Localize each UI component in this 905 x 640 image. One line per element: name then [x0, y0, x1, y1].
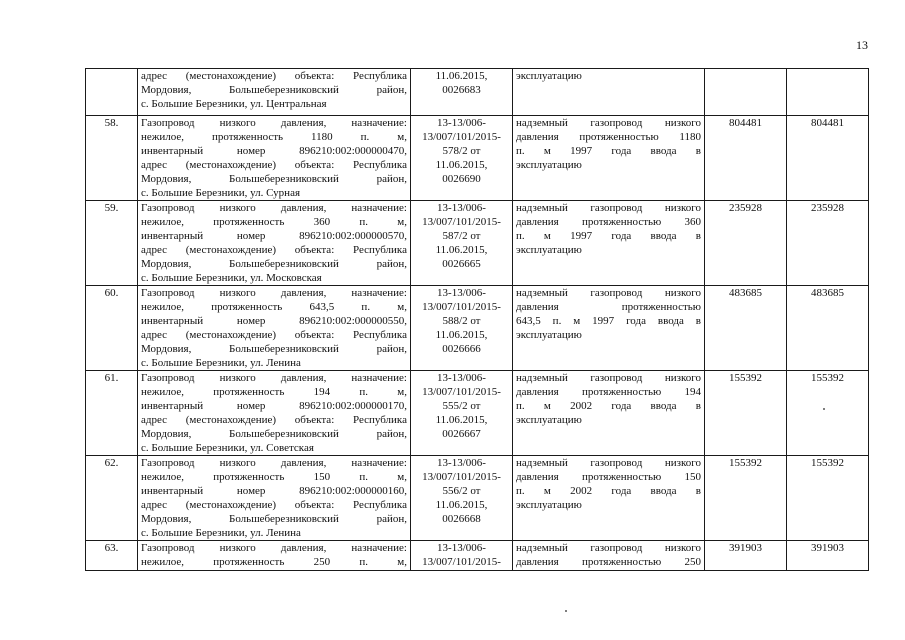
description-line: Газопровод низкого давления, назначение:: [141, 287, 407, 299]
description-line: инвентарный номер 896210:002:000000570,: [141, 230, 407, 242]
description-line: Газопровод низкого давления, назначение:: [141, 542, 407, 554]
characteristics-line: эксплуатацию: [516, 499, 582, 511]
description-line: адрес (местонахождение) объекта: Республика: [141, 499, 407, 511]
description-line: Газопровод низкого давления, назначение:: [141, 457, 407, 469]
registration-line: 0026665: [442, 258, 481, 270]
object-description-cell: [138, 201, 411, 286]
registration-line: 0026683: [442, 84, 481, 96]
registration-cell: [411, 116, 513, 201]
registration-line: 13-13/006-: [437, 457, 486, 469]
registration-line: 13/007/101/2015-: [422, 216, 501, 228]
registration-line: 0026668: [442, 513, 481, 525]
characteristics-line: надземный газопровод низкого: [516, 457, 701, 469]
characteristics-line: надземный газопровод низкого: [516, 202, 701, 214]
registration-line: 588/2 от: [442, 315, 481, 327]
characteristics-line: п. м 2002 года ввода в: [516, 400, 701, 412]
value-cell-2: 483685: [787, 286, 869, 371]
characteristics-cell: [513, 456, 705, 541]
characteristics-cell: [513, 286, 705, 371]
row-number-cell: 63.: [86, 541, 138, 571]
row-number-cell: 58.: [86, 116, 138, 201]
characteristics-cell: [513, 201, 705, 286]
registration-line: 587/2 от: [442, 230, 481, 242]
table-row: [86, 541, 869, 571]
characteristics-line: эксплуатацию: [516, 329, 582, 341]
table-row-continuation: [86, 69, 869, 116]
registration-line: 11.06.2015,: [435, 499, 488, 511]
description-line: нежилое, протяженность 250 п. м,: [141, 556, 407, 568]
value-cell-2: [787, 69, 869, 116]
description-line: Газопровод низкого давления, назначение:: [141, 372, 407, 384]
value-cell-2: 804481: [787, 116, 869, 201]
description-line: с. Большие Березники, ул. Сурная: [141, 187, 301, 199]
registration-line: 555/2 от: [442, 400, 481, 412]
characteristics-line: п. м 1997 года ввода в: [516, 230, 701, 242]
characteristics-line: надземный газопровод низкого: [516, 287, 701, 299]
description-line: с. Большие Березники, ул. Центральная: [141, 98, 327, 110]
registration-line: 0026667: [442, 428, 481, 440]
object-description-cell: [138, 116, 411, 201]
description-line: адрес (местонахождение) объекта: Республика: [141, 244, 407, 256]
registration-line: 11.06.2015,: [435, 244, 488, 256]
description-line: адрес (местонахождение) объекта: Республика: [141, 70, 407, 82]
characteristics-line: эксплуатацию: [516, 244, 582, 256]
registration-cell: [411, 371, 513, 456]
value-cell-1: 235928: [705, 201, 787, 286]
characteristics-cell: [513, 69, 705, 116]
description-line: Мордовия, Большеберезниковский район,: [141, 173, 407, 185]
object-description-cell: [138, 456, 411, 541]
characteristics-line: давления протяженностью: [516, 301, 701, 313]
value-cell-2: 155392: [787, 371, 869, 456]
registration-line: 0026666: [442, 343, 481, 355]
description-line: нежилое, протяженность 194 п. м,: [141, 386, 407, 398]
characteristics-line: п. м 2002 года ввода в: [516, 485, 701, 497]
description-line: нежилое, протяженность 1180 п. м,: [141, 131, 407, 143]
page-number: 13: [856, 38, 868, 52]
description-line: Мордовия, Большеберезниковский район,: [141, 84, 407, 96]
registration-cell: [411, 286, 513, 371]
value-cell-1: 155392: [705, 456, 787, 541]
registration-line: 11.06.2015,: [435, 414, 488, 426]
description-line: инвентарный номер 896210:002:000000470,: [141, 145, 407, 157]
registration-cell: [411, 69, 513, 116]
row-number-cell: [86, 69, 138, 116]
characteristics-line: давления протяженностью 360: [516, 216, 701, 228]
registration-line: 13-13/006-: [437, 372, 486, 384]
characteristics-line: надземный газопровод низкого: [516, 372, 701, 384]
description-line: адрес (местонахождение) объекта: Республика: [141, 159, 407, 171]
characteristics-line: п. м 1997 года ввода в: [516, 145, 701, 157]
registration-line: 13-13/006-: [437, 117, 486, 129]
registration-line: 13/007/101/2015-: [422, 556, 501, 568]
registration-line: 13-13/006-: [437, 287, 486, 299]
description-line: с. Большие Березники, ул. Ленина: [141, 527, 301, 539]
characteristics-line: давления протяженностью 150: [516, 471, 701, 483]
description-line: Газопровод низкого давления, назначение:: [141, 202, 407, 214]
registration-line: 13-13/006-: [437, 202, 486, 214]
value-cell-1: 155392: [705, 371, 787, 456]
row-number-cell: 62.: [86, 456, 138, 541]
object-description-cell: [138, 371, 411, 456]
registration-cell: [411, 201, 513, 286]
table-row: [86, 286, 869, 371]
description-line: нежилое, протяженность 643,5 п. м,: [141, 301, 407, 313]
value-cell-2: 155392: [787, 456, 869, 541]
value-cell-1: 483685: [705, 286, 787, 371]
characteristics-cell: [513, 371, 705, 456]
object-description-cell: [138, 286, 411, 371]
registration-cell: [411, 541, 513, 571]
table-row: [86, 371, 869, 456]
characteristics-line: 643,5 п. м 1997 года ввода в: [516, 315, 701, 327]
row-number-cell: 61.: [86, 371, 138, 456]
description-line: нежилое, протяженность 150 п. м,: [141, 471, 407, 483]
value-cell-2: 235928: [787, 201, 869, 286]
registration-line: 578/2 от: [442, 145, 481, 157]
characteristics-line: эксплуатацию: [516, 70, 582, 82]
description-line: с. Большие Березники, ул. Ленина: [141, 357, 301, 369]
characteristics-line: эксплуатацию: [516, 159, 582, 171]
registration-line: 11.06.2015,: [435, 70, 488, 82]
registration-line: 13/007/101/2015-: [422, 386, 501, 398]
characteristics-line: давления протяженностью 1180: [516, 131, 701, 143]
scan-speck: [823, 408, 825, 410]
value-cell-1: 391903: [705, 541, 787, 571]
characteristics-cell: [513, 541, 705, 571]
value-cell-1: [705, 69, 787, 116]
description-line: адрес (местонахождение) объекта: Республика: [141, 329, 407, 341]
table-row: [86, 116, 869, 201]
characteristics-line: надземный газопровод низкого: [516, 542, 701, 554]
description-line: инвентарный номер 896210:002:000000170,: [141, 400, 407, 412]
description-line: Мордовия, Большеберезниковский район,: [141, 513, 407, 525]
description-line: нежилое, протяженность 360 п. м,: [141, 216, 407, 228]
object-description-cell: [138, 541, 411, 571]
row-number-cell: 59.: [86, 201, 138, 286]
registration-cell: [411, 456, 513, 541]
registration-line: 13/007/101/2015-: [422, 471, 501, 483]
value-cell-1: 804481: [705, 116, 787, 201]
characteristics-line: давления протяженностью 250: [516, 556, 701, 568]
property-table: [85, 68, 869, 571]
table-row: [86, 201, 869, 286]
description-line: с. Большие Березники, ул. Московская: [141, 272, 322, 284]
characteristics-line: давления протяженностью 194: [516, 386, 701, 398]
table-row: [86, 456, 869, 541]
value-cell-2: 391903: [787, 541, 869, 571]
description-line: с. Большие Березники, ул. Советская: [141, 442, 314, 454]
registration-line: 13/007/101/2015-: [422, 131, 501, 143]
registration-line: 11.06.2015,: [435, 159, 488, 171]
description-line: инвентарный номер 896210:002:000000160,: [141, 485, 407, 497]
registration-line: 13/007/101/2015-: [422, 301, 501, 313]
description-line: Мордовия, Большеберезниковский район,: [141, 258, 407, 270]
description-line: адрес (местонахождение) объекта: Республика: [141, 414, 407, 426]
registration-line: 11.06.2015,: [435, 329, 488, 341]
registration-line: 0026690: [442, 173, 481, 185]
characteristics-cell: [513, 116, 705, 201]
characteristics-line: надземный газопровод низкого: [516, 117, 701, 129]
registration-line: 556/2 от: [442, 485, 481, 497]
description-line: инвентарный номер 896210:002:000000550,: [141, 315, 407, 327]
description-line: Мордовия, Большеберезниковский район,: [141, 343, 407, 355]
registration-line: 13-13/006-: [437, 542, 486, 554]
row-number-cell: 60.: [86, 286, 138, 371]
scan-speck: [565, 610, 567, 612]
object-description-cell: [138, 69, 411, 116]
description-line: Газопровод низкого давления, назначение:: [141, 117, 407, 129]
description-line: Мордовия, Большеберезниковский район,: [141, 428, 407, 440]
characteristics-line: эксплуатацию: [516, 414, 582, 426]
